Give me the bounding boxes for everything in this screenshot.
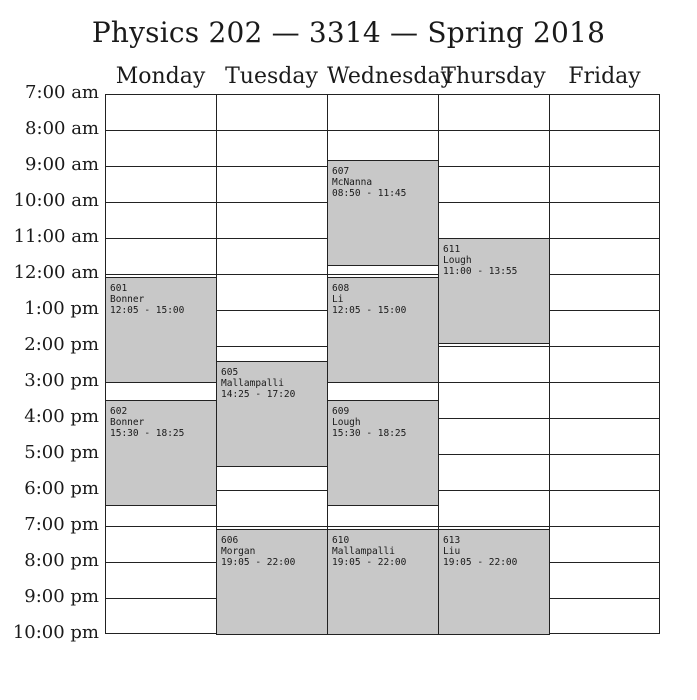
section-time: 19:05 - 22:00 <box>332 557 407 568</box>
time-label: 8:00 am <box>25 118 99 139</box>
day-header-thursday: Thursday <box>441 64 546 89</box>
time-label: 7:00 pm <box>24 514 99 535</box>
time-label: 2:00 pm <box>24 334 99 355</box>
section-time: 15:30 - 18:25 <box>110 428 185 439</box>
time-label: 5:00 pm <box>24 442 99 463</box>
hour-line <box>106 274 659 275</box>
page-title: Physics 202 — 3314 — Spring 2018 <box>91 16 606 49</box>
hour-line <box>106 526 659 527</box>
section-time: 12:05 - 15:00 <box>110 305 185 316</box>
instructor-name: Bonner <box>110 417 145 428</box>
instructor-name: Mallampalli <box>221 378 284 389</box>
time-label: 11:00 am <box>13 226 99 247</box>
section-block-601[interactable] <box>105 277 217 383</box>
section-block-611[interactable] <box>438 238 550 344</box>
section-number: 605 <box>221 367 239 378</box>
instructor-name: Morgan <box>221 546 256 557</box>
time-label: 8:00 pm <box>24 550 99 571</box>
section-time: 19:05 - 22:00 <box>221 557 296 568</box>
section-time: 19:05 - 22:00 <box>443 557 518 568</box>
time-label: 7:00 am <box>25 82 99 103</box>
section-time: 14:25 - 17:20 <box>221 389 296 400</box>
day-header-wednesday: Wednesday <box>327 64 454 89</box>
time-label: 3:00 pm <box>24 370 99 391</box>
section-number: 607 <box>332 166 350 177</box>
section-block-613[interactable] <box>438 529 550 635</box>
instructor-name: Lough <box>443 255 472 266</box>
time-label: 6:00 pm <box>24 478 99 499</box>
time-label: 10:00 am <box>13 190 99 211</box>
section-number: 606 <box>221 535 239 546</box>
section-time: 12:05 - 15:00 <box>332 305 407 316</box>
instructor-name: Mallampalli <box>332 546 395 557</box>
section-block-602[interactable] <box>105 400 217 506</box>
hour-line <box>106 130 659 131</box>
section-block-608[interactable] <box>327 277 439 383</box>
time-label: 1:00 pm <box>24 298 99 319</box>
section-time: 15:30 - 18:25 <box>332 428 407 439</box>
time-label: 12:00 am <box>13 262 99 283</box>
instructor-name: Lough <box>332 417 361 428</box>
instructor-name: Li <box>332 294 344 305</box>
section-time: 08:50 - 11:45 <box>332 188 407 199</box>
instructor-name: Bonner <box>110 294 145 305</box>
time-label: 9:00 pm <box>24 586 99 607</box>
section-time: 11:00 - 13:55 <box>443 266 518 277</box>
section-block-607[interactable] <box>327 160 439 266</box>
time-label: 9:00 am <box>25 154 99 175</box>
section-block-610[interactable] <box>327 529 439 635</box>
instructor-name: McNanna <box>332 177 373 188</box>
section-number: 608 <box>332 283 350 294</box>
day-header-friday: Friday <box>568 64 641 89</box>
section-number: 611 <box>443 244 461 255</box>
section-number: 609 <box>332 406 350 417</box>
day-header-monday: Monday <box>115 64 206 89</box>
section-number: 613 <box>443 535 461 546</box>
section-number: 601 <box>110 283 128 294</box>
section-block-606[interactable] <box>216 529 328 635</box>
instructor-name: Liu <box>443 546 461 557</box>
section-block-605[interactable] <box>216 361 328 467</box>
schedule-grid <box>105 94 660 634</box>
section-number: 610 <box>332 535 350 546</box>
time-label: 4:00 pm <box>24 406 99 427</box>
section-number: 602 <box>110 406 128 417</box>
time-label: 10:00 pm <box>12 622 99 643</box>
section-block-609[interactable] <box>327 400 439 506</box>
day-header-tuesday: Tuesday <box>225 64 318 89</box>
